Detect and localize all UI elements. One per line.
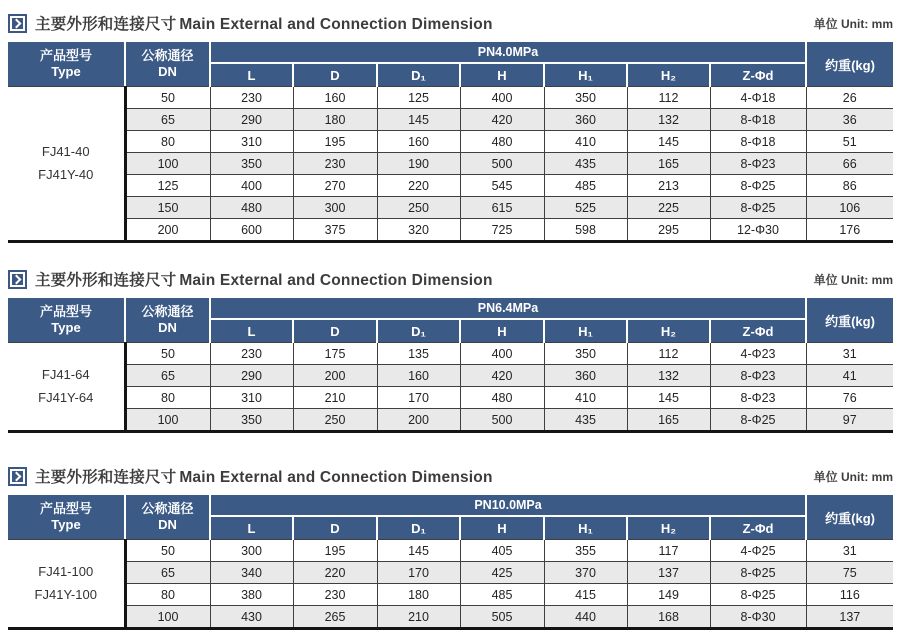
dim-value-cell: 210 [377,606,460,629]
section-bullet-icon [8,14,27,33]
type-column-header [8,495,125,540]
pressure-rating-header: PN10.0MPa [210,495,806,516]
section-bullet-icon [8,270,27,289]
dim-value-cell: 500 [460,409,544,432]
dim-value-cell: 615 [460,197,544,219]
dim-column-header: H [460,63,544,87]
dim-value-cell: 420 [460,109,544,131]
dim-value-cell: 350 [210,153,293,175]
dn-header-en: DN [158,64,177,79]
chevron-right-icon [12,18,23,29]
table-row [8,606,893,629]
table-row [8,562,893,584]
dim-value-cell: 360 [544,365,627,387]
dim-value-cell: 725 [460,219,544,242]
type-header-zh: 产品型号 [39,500,92,516]
dim-value-cell: 8-Φ23 [710,387,806,409]
dim-value-cell: 435 [544,409,627,432]
dim-column-header: H₂ [627,516,710,540]
table-row [8,175,893,197]
dim-value-cell: 168 [627,606,710,629]
dim-column-header: H [460,319,544,343]
chevron-right-icon [12,274,23,285]
dim-value-cell: 370 [544,562,627,584]
dim-value-cell: 8-Φ25 [710,562,806,584]
dim-column-header: H₂ [627,319,710,343]
dim-value-cell: 230 [210,343,293,365]
type-header-en: Type [51,517,81,532]
dn-value-cell: 125 [125,175,210,197]
table-row [8,584,893,606]
dim-column-header: L [210,319,293,343]
unit-label: 单位 Unit: mm [813,469,893,484]
table-row [8,131,893,153]
table-head [8,42,893,87]
dim-column-header: D₁ [377,516,460,540]
dim-value-cell: 225 [627,197,710,219]
dim-value-cell: 160 [293,87,377,109]
dim-value-cell: 4-Φ18 [710,87,806,109]
dim-value-cell: 250 [377,197,460,219]
dimension-section [8,268,893,433]
dn-header-zh: 公称通径 [141,47,194,63]
model-name: FJ41Y-40 [38,166,94,182]
section-title [35,465,496,487]
dim-value-cell: 250 [293,409,377,432]
weight-column-header: 约重(kg) [806,42,893,87]
dim-value-cell: 270 [293,175,377,197]
chevron-right-icon [12,471,23,482]
weight-column-header: 约重(kg) [806,298,893,343]
pressure-rating-header: PN4.0MPa [210,42,806,63]
section-title [35,268,496,290]
section-title-en: Main External and Connection Dimension [179,272,493,289]
dim-column-header: D₁ [377,63,460,87]
dn-header-zh: 公称通径 [141,303,194,319]
header-row-1 [8,42,893,63]
dim-value-cell: 170 [377,387,460,409]
dim-value-cell: 210 [293,387,377,409]
table-row [8,343,893,365]
table-row [8,409,893,432]
dim-value-cell: 4-Φ23 [710,343,806,365]
dn-value-cell: 65 [125,365,210,387]
dim-value-cell: 310 [210,387,293,409]
dim-value-cell: 505 [460,606,544,629]
table-row [8,109,893,131]
section-bullet-icon [8,467,27,486]
dim-value-cell: 112 [627,343,710,365]
type-column-header [8,42,125,87]
dim-value-cell: 160 [377,131,460,153]
dn-header-zh: 公称通径 [141,500,194,516]
weight-value-cell: 26 [806,87,893,109]
dim-value-cell: 190 [377,153,460,175]
dim-value-cell: 175 [293,343,377,365]
dim-value-cell: 132 [627,365,710,387]
dn-value-cell: 200 [125,219,210,242]
type-header-en: Type [51,64,81,79]
dim-column-header: D [293,319,377,343]
dim-value-cell: 135 [377,343,460,365]
table-row [8,197,893,219]
dim-value-cell: 145 [377,109,460,131]
section-titlebar [8,465,893,487]
dim-value-cell: 265 [293,606,377,629]
unit-label: 单位 Unit: mm [813,16,893,31]
weight-column-header: 约重(kg) [806,495,893,540]
dim-value-cell: 8-Φ18 [710,131,806,153]
section-title-en: Main External and Connection Dimension [179,469,493,486]
weight-value-cell: 66 [806,153,893,175]
table-body [8,540,893,629]
dim-value-cell: 300 [293,197,377,219]
dim-value-cell: 375 [293,219,377,242]
dn-value-cell: 65 [125,562,210,584]
dim-column-header: D [293,516,377,540]
section-title-zh: 主要外形和连接尺寸 [35,16,177,33]
dim-value-cell: 165 [627,409,710,432]
header-row-1 [8,495,893,516]
dim-column-header: Z-Φd [710,319,806,343]
dim-column-header: H₁ [544,516,627,540]
dim-value-cell: 480 [210,197,293,219]
type-models-cell [8,87,125,242]
dim-value-cell: 125 [377,87,460,109]
dim-value-cell: 220 [293,562,377,584]
dim-value-cell: 8-Φ23 [710,153,806,175]
dim-value-cell: 112 [627,87,710,109]
dim-value-cell: 310 [210,131,293,153]
dn-column-header [125,495,210,540]
dim-value-cell: 480 [460,131,544,153]
dn-value-cell: 50 [125,87,210,109]
dn-value-cell: 150 [125,197,210,219]
weight-value-cell: 106 [806,197,893,219]
model-name: FJ41Y-64 [38,389,94,405]
dn-column-header [125,298,210,343]
dim-value-cell: 598 [544,219,627,242]
dim-value-cell: 137 [627,562,710,584]
dim-column-header: Z-Φd [710,516,806,540]
dim-column-header: Z-Φd [710,63,806,87]
dim-value-cell: 405 [460,540,544,562]
dim-value-cell: 8-Φ25 [710,175,806,197]
dim-value-cell: 420 [460,365,544,387]
dim-value-cell: 440 [544,606,627,629]
dn-value-cell: 50 [125,343,210,365]
weight-value-cell: 97 [806,409,893,432]
dim-value-cell: 350 [544,343,627,365]
dim-column-header: H [460,516,544,540]
dn-value-cell: 65 [125,109,210,131]
dim-value-cell: 8-Φ25 [710,409,806,432]
dim-column-header: D₁ [377,319,460,343]
dim-value-cell: 400 [460,343,544,365]
dn-value-cell: 100 [125,153,210,175]
dim-value-cell: 8-Φ23 [710,365,806,387]
type-header-zh: 产品型号 [39,47,92,63]
table-row [8,219,893,242]
table-row [8,387,893,409]
section-title [35,12,496,34]
weight-value-cell: 31 [806,343,893,365]
dn-value-cell: 100 [125,606,210,629]
weight-value-cell: 116 [806,584,893,606]
dim-value-cell: 195 [293,131,377,153]
dim-value-cell: 180 [293,109,377,131]
table-head [8,298,893,343]
section-titlebar [8,12,893,34]
weight-value-cell: 31 [806,540,893,562]
dim-value-cell: 180 [377,584,460,606]
dn-value-cell: 80 [125,131,210,153]
dim-value-cell: 213 [627,175,710,197]
dim-value-cell: 149 [627,584,710,606]
table-row [8,540,893,562]
section-title-zh: 主要外形和连接尺寸 [35,272,177,289]
dim-value-cell: 165 [627,153,710,175]
dim-value-cell: 145 [377,540,460,562]
dim-value-cell: 500 [460,153,544,175]
dim-value-cell: 485 [544,175,627,197]
dim-value-cell: 145 [627,387,710,409]
model-name: FJ41-40 [41,144,90,160]
dim-value-cell: 340 [210,562,293,584]
dim-value-cell: 160 [377,365,460,387]
dim-value-cell: 117 [627,540,710,562]
table-row [8,87,893,109]
section-title-en: Main External and Connection Dimension [179,16,493,33]
dim-value-cell: 230 [210,87,293,109]
dim-value-cell: 195 [293,540,377,562]
dim-value-cell: 320 [377,219,460,242]
type-models-cell [8,343,125,432]
dim-value-cell: 200 [377,409,460,432]
weight-value-cell: 36 [806,109,893,131]
dimension-section [8,465,893,630]
weight-value-cell: 86 [806,175,893,197]
dim-value-cell: 295 [627,219,710,242]
dim-value-cell: 290 [210,365,293,387]
dim-value-cell: 380 [210,584,293,606]
dim-value-cell: 435 [544,153,627,175]
weight-value-cell: 176 [806,219,893,242]
dim-value-cell: 600 [210,219,293,242]
dim-value-cell: 480 [460,387,544,409]
type-models-cell [8,540,125,629]
dim-value-cell: 220 [377,175,460,197]
model-name: FJ41-64 [41,367,90,383]
dn-header-en: DN [158,320,177,335]
model-name: FJ41-100 [38,564,94,580]
chevron-glyph [12,274,22,284]
dim-value-cell: 230 [293,584,377,606]
dim-value-cell: 8-Φ30 [710,606,806,629]
weight-value-cell: 41 [806,365,893,387]
dimension-table [8,495,893,630]
table-body [8,343,893,432]
type-header-zh: 产品型号 [39,303,92,319]
dim-value-cell: 170 [377,562,460,584]
dn-header-en: DN [158,517,177,532]
pressure-rating-header: PN6.4MPa [210,298,806,319]
dim-value-cell: 525 [544,197,627,219]
table-body [8,87,893,242]
type-column-header [8,298,125,343]
dn-value-cell: 100 [125,409,210,432]
dim-value-cell: 4-Φ25 [710,540,806,562]
dimension-table [8,42,893,243]
dim-column-header: H₁ [544,63,627,87]
dim-value-cell: 200 [293,365,377,387]
dim-column-header: H₁ [544,319,627,343]
dn-value-cell: 80 [125,584,210,606]
weight-value-cell: 75 [806,562,893,584]
dim-value-cell: 350 [544,87,627,109]
dim-value-cell: 8-Φ25 [710,197,806,219]
dim-value-cell: 400 [210,175,293,197]
dim-column-header: L [210,516,293,540]
dim-column-header: H₂ [627,63,710,87]
dim-value-cell: 230 [293,153,377,175]
dimension-table [8,298,893,433]
dim-value-cell: 400 [460,87,544,109]
section-title-zh: 主要外形和连接尺寸 [35,469,177,486]
dim-value-cell: 290 [210,109,293,131]
chevron-glyph [12,18,22,28]
header-row-1 [8,298,893,319]
dim-value-cell: 415 [544,584,627,606]
dim-value-cell: 360 [544,109,627,131]
dim-value-cell: 355 [544,540,627,562]
dim-value-cell: 132 [627,109,710,131]
weight-value-cell: 137 [806,606,893,629]
dim-column-header: D [293,63,377,87]
chevron-glyph [12,471,22,481]
table-row [8,153,893,175]
dn-value-cell: 50 [125,540,210,562]
dn-value-cell: 80 [125,387,210,409]
dim-value-cell: 430 [210,606,293,629]
section-titlebar [8,268,893,290]
weight-value-cell: 51 [806,131,893,153]
dim-column-header: L [210,63,293,87]
dim-value-cell: 8-Φ25 [710,584,806,606]
dim-value-cell: 410 [544,131,627,153]
dim-value-cell: 350 [210,409,293,432]
weight-value-cell: 76 [806,387,893,409]
dn-column-header [125,42,210,87]
dimension-section [8,12,893,243]
model-name: FJ41Y-100 [34,586,97,602]
unit-label: 单位 Unit: mm [813,272,893,287]
table-row [8,365,893,387]
type-header-en: Type [51,320,81,335]
dim-value-cell: 545 [460,175,544,197]
dim-value-cell: 145 [627,131,710,153]
dim-value-cell: 485 [460,584,544,606]
dim-value-cell: 300 [210,540,293,562]
dim-value-cell: 425 [460,562,544,584]
dim-value-cell: 410 [544,387,627,409]
table-head [8,495,893,540]
dim-value-cell: 8-Φ18 [710,109,806,131]
dim-value-cell: 12-Φ30 [710,219,806,242]
